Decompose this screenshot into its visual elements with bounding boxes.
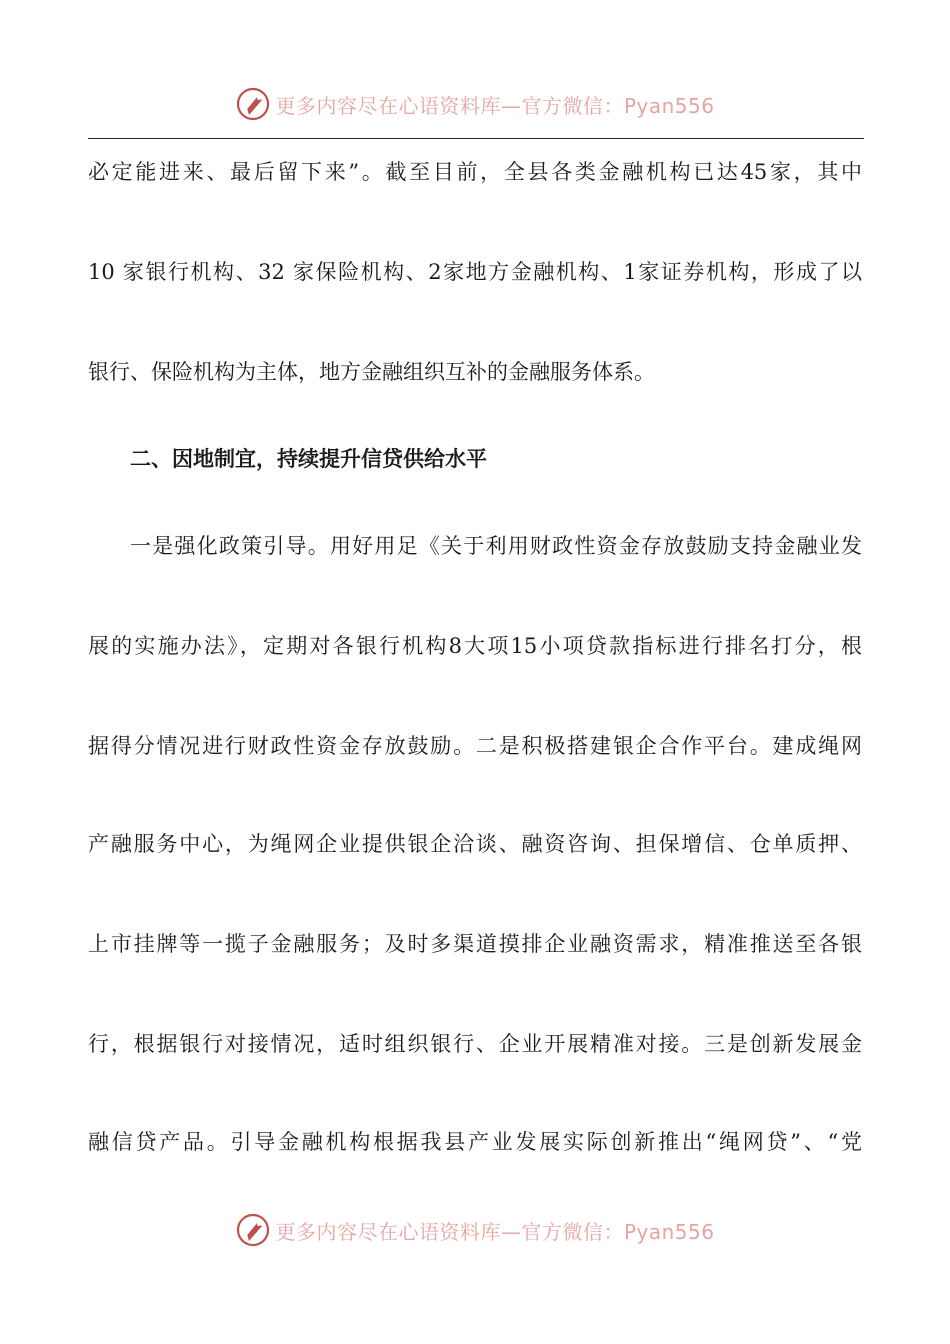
- paragraph-line: 据得分情况进行财政性资金存放鼓励。二是积极搭建银企合作平台。建成绳网: [88, 734, 862, 758]
- paragraph-line: 一是强化政策引导。用好用足《关于利用财政性资金存放鼓励支持金融业发: [130, 534, 862, 558]
- pen-nib-icon: [235, 86, 271, 122]
- paragraph-line: 上市挂牌等一揽子金融服务；及时多渠道摸排企业融资需求，精准推送至各银: [88, 932, 862, 956]
- paragraph-line: 10 家银行机构、32 家保险机构、2家地方金融机构、1家证券机构，形成了以: [88, 260, 862, 284]
- paragraph-line: 展的实施办法》，定期对各银行机构8大项15小项贷款指标进行排名打分，根: [88, 634, 862, 658]
- header-divider: [88, 138, 864, 139]
- paragraph-line: 行，根据银行对接情况，适时组织银行、企业开展精准对接。三是创新发展金: [88, 1032, 862, 1056]
- header-banner-text: 更多内容尽在心语资料库—官方微信：Pyan556: [275, 93, 715, 118]
- header-banner: [0, 84, 950, 124]
- pen-nib-icon: [235, 1212, 271, 1248]
- paragraph-line: 银行、保险机构为主体，地方金融组织互补的金融服务体系。: [88, 360, 655, 384]
- paragraph-line: 产融服务中心，为绳网企业提供银企洽谈、融资咨询、担保增信、仓单质押、: [88, 832, 862, 856]
- footer-banner-text: 更多内容尽在心语资料库—官方微信：Pyan556: [275, 1219, 715, 1244]
- paragraph-line: 融信贷产品。引导金融机构根据我县产业发展实际创新推出“绳网贷”、“党: [88, 1130, 862, 1154]
- footer-banner: [0, 1210, 950, 1250]
- section-heading: 二、因地制宜，持续提升信贷供给水平: [130, 447, 487, 471]
- paragraph-line: 必定能进来、最后留下来”。截至目前，全县各类金融机构已达45家，其中: [88, 160, 862, 184]
